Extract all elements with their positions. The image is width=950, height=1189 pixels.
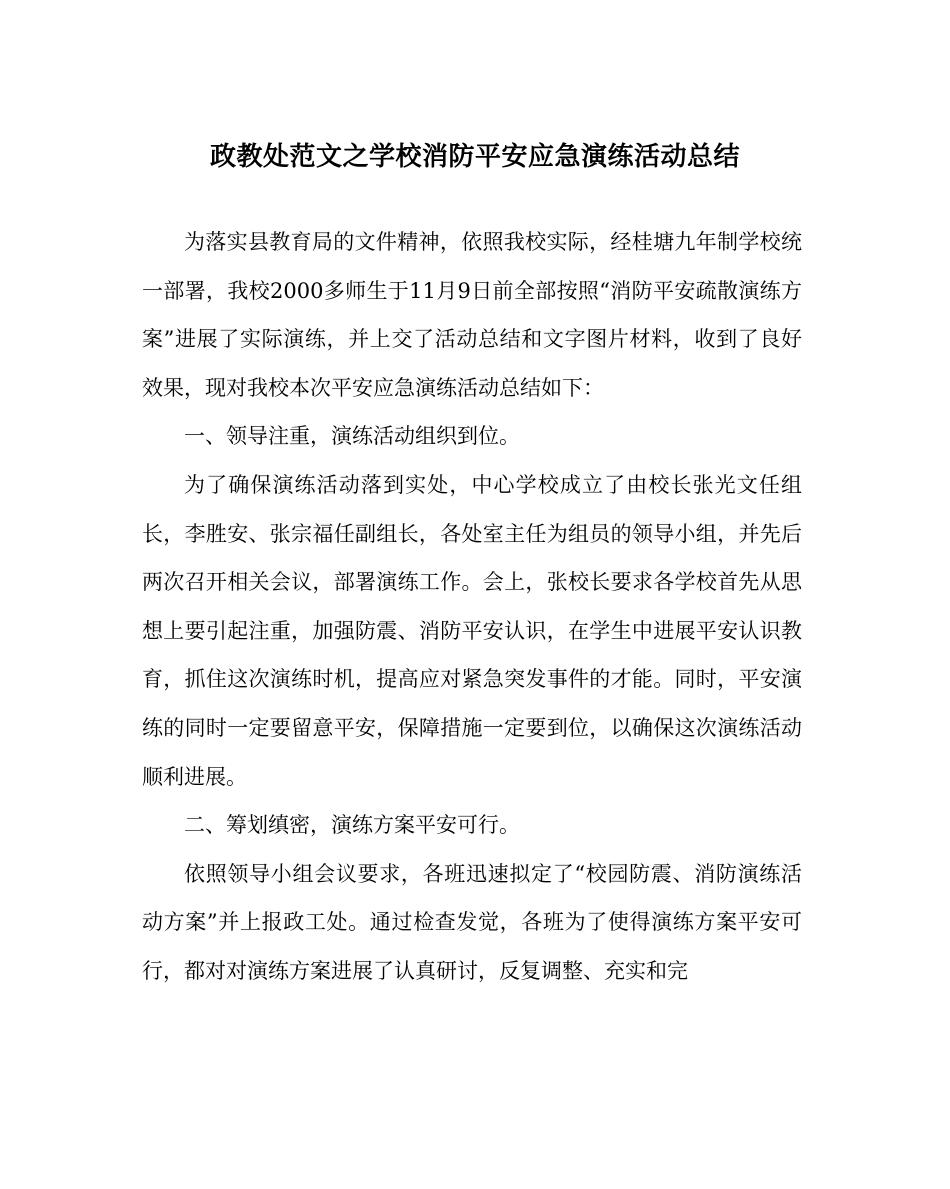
paragraph-section-1: 为了确保演练活动落到实处，中心学校成立了由校长张光文任组长，李胜安、张宗福任副组长，各处室主任为组员的领导小组，并先后两次召开相关会议，部署演练工作。会上，张校长要求各学校首先从思想上要引起注重，加强防震、消防平安认识，在学生中进展平安认识教育，抓住这次演练时机，提高应对紧急突发事件的才能。同时，平安演练的同时一定要留意平安，保障措施一定要到位，以确保这次演练活动顺利进展。 xyxy=(142,472,802,789)
paragraph-section-2: 依照领导小组会议要求，各班迅速拟定了“校园防震、消防演练活动方案”并上报政工处。通过检查发觉，各班为了使得演练方案平安可行，都对对演练方案进展了认真研讨，反复调整、充实和完 xyxy=(142,861,802,983)
document-title: 政教处范文之学校消防平安应急演练活动总结 xyxy=(209,142,740,172)
paragraph-intro: 为落实县教育局的文件精神，依照我校实际，经桂塘九年制学校统一部署，我校2000多师生于11月9日前全部按照“消防平安疏散演练方案”进展了实际演练，并上交了活动总结和文字图片材料，收到了良好效果，现对我校本次平安应急演练活动总结如下： xyxy=(142,230,802,400)
section-heading-2: 二、筹划缜密，演练方案平安可行。 xyxy=(184,813,520,838)
section-heading-1: 一、领导注重，演练活动组织到位。 xyxy=(184,424,520,449)
document-body xyxy=(142,218,802,996)
